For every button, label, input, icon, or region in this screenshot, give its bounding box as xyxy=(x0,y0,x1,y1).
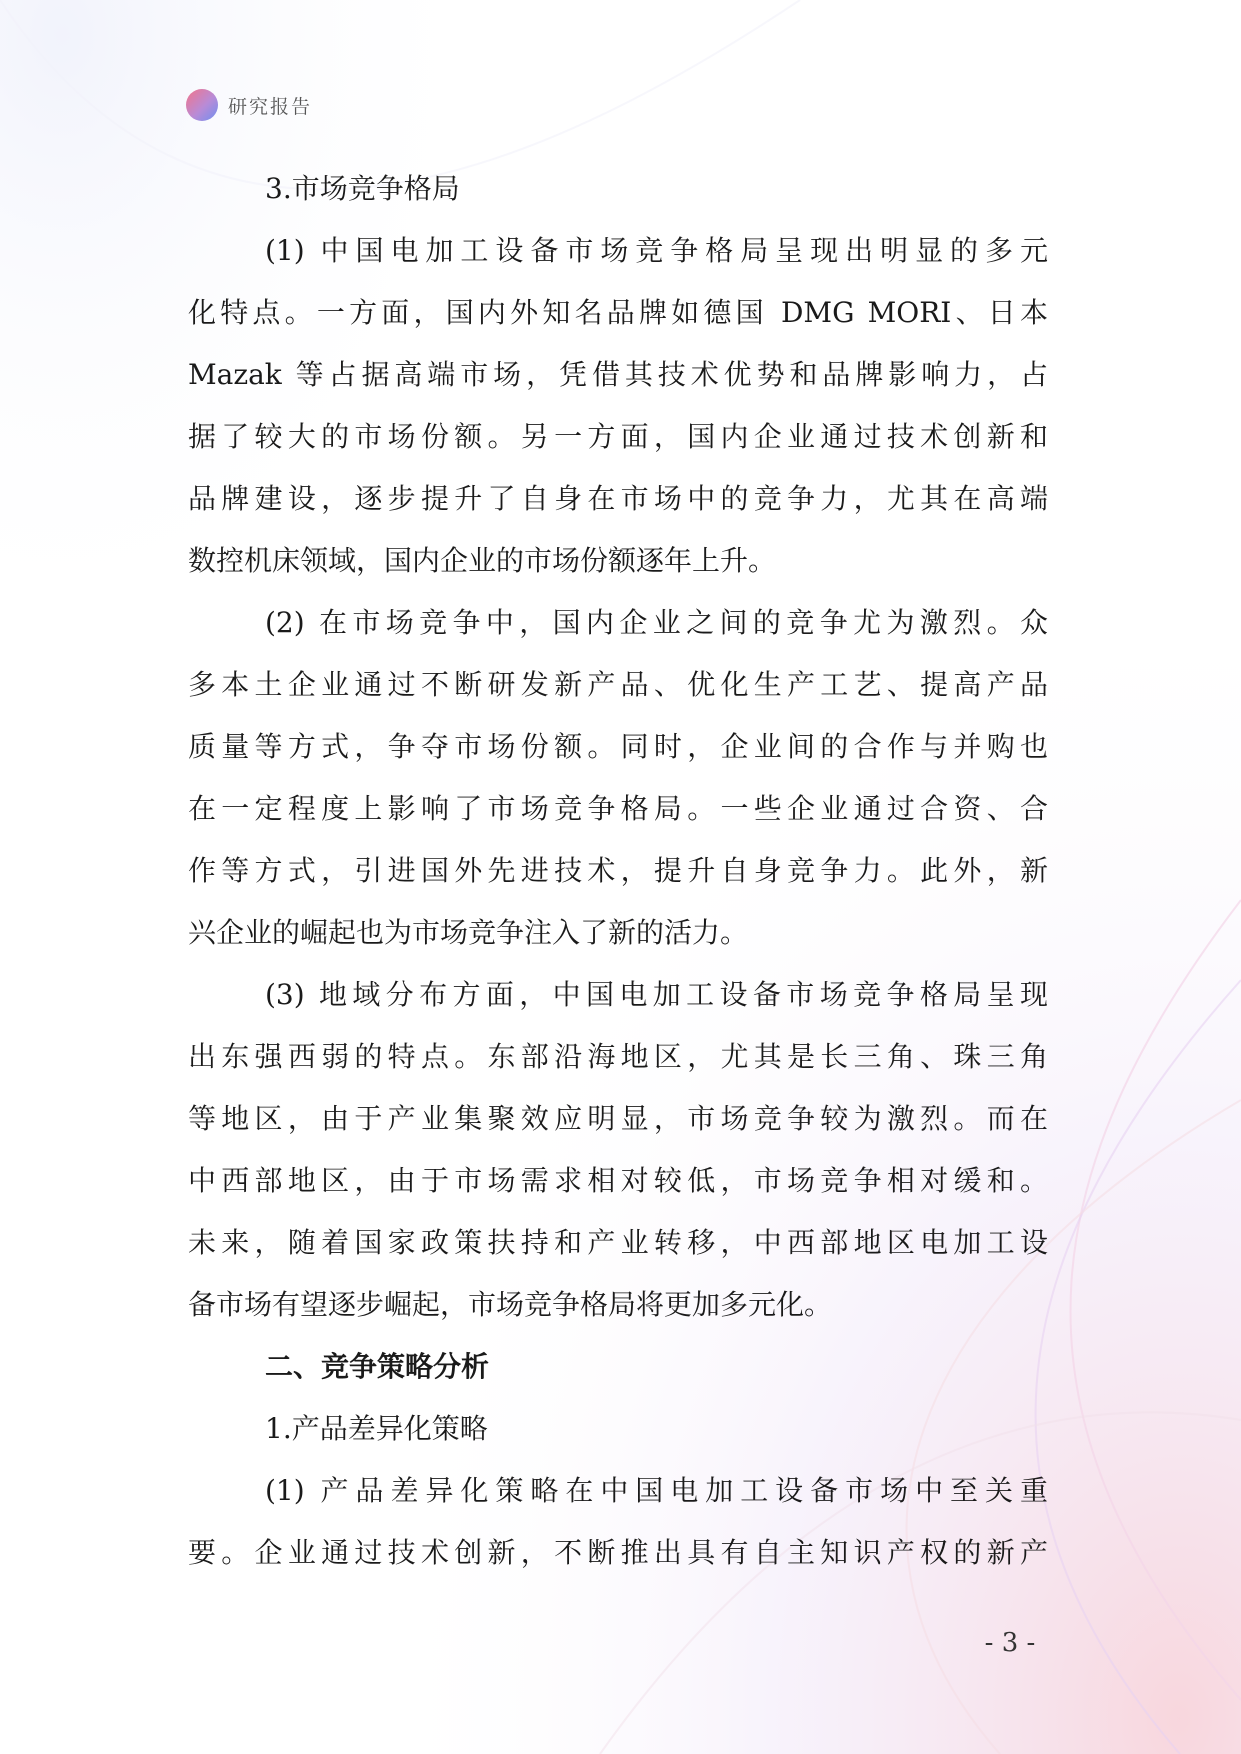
text-line: 等地区，由于产业集聚效应明显，市场竞争较为激烈。而在 xyxy=(188,1102,1048,1135)
text-line: 品牌建设，逐步提升了自身在市场中的竞争力，尤其在高端 xyxy=(188,482,1048,515)
text-line: (2) 在市场竞争中，国内企业之间的竞争尤为激烈。众 xyxy=(265,606,1048,639)
text-line: (3) 地域分布方面，中国电加工设备市场竞争格局呈现 xyxy=(265,978,1048,1011)
text-line: 备市场有望逐步崛起，市场竞争格局将更加多元化。 xyxy=(188,1288,833,1321)
text-line: 要。企业通过技术创新，不断推出具有自主知识产权的新产 xyxy=(188,1536,1048,1569)
text-line: 在一定程度上影响了市场竞争格局。一些企业通过合资、合 xyxy=(188,792,1048,825)
text-line: 出东强西弱的特点。东部沿海地区，尤其是长三角、珠三角 xyxy=(188,1040,1048,1073)
text-line: 多本土企业通过不断研发新产品、优化生产工艺、提高产品 xyxy=(188,668,1048,701)
text-line: 3.市场竞争格局 xyxy=(265,172,460,205)
text-line: 数控机床领域，国内企业的市场份额逐年上升。 xyxy=(188,544,777,577)
text-line: (1) 中国电加工设备市场竞争格局呈现出明显的多元 xyxy=(265,234,1048,267)
header-label: 研究报告 xyxy=(228,95,313,118)
text-line: 质量等方式，争夺市场份额。同时，企业间的合作与并购也 xyxy=(188,730,1048,763)
text-line: 化特点。一方面，国内外知名品牌如德国 DMG MORI、日本 xyxy=(188,296,1048,329)
text-line: 作等方式，引进国外先进技术，提升自身竞争力。此外，新 xyxy=(188,854,1048,887)
text-line: 未来，随着国家政策扶持和产业转移，中西部地区电加工设 xyxy=(188,1226,1048,1259)
page-number: - 3 - xyxy=(984,1628,1036,1658)
text-line: 1.产品差异化策略 xyxy=(265,1412,488,1445)
text-line: (1) 产品差异化策略在中国电加工设备市场中至关重 xyxy=(265,1474,1048,1507)
text-line: Mazak 等占据高端市场，凭借其技术优势和品牌影响力，占 xyxy=(188,358,1048,391)
text-line: 中西部地区，由于市场需求相对较低，市场竞争相对缓和。 xyxy=(188,1164,1048,1197)
section-heading: 二、竞争策略分析 xyxy=(265,1350,490,1383)
text-line: 兴企业的崛起也为市场竞争注入了新的活力。 xyxy=(188,916,749,949)
document-body xyxy=(188,158,1048,1584)
text-line: 据了较大的市场份额。另一方面，国内企业通过技术创新和 xyxy=(188,420,1048,453)
logo-circle-icon xyxy=(186,89,218,121)
document-header xyxy=(186,88,312,122)
